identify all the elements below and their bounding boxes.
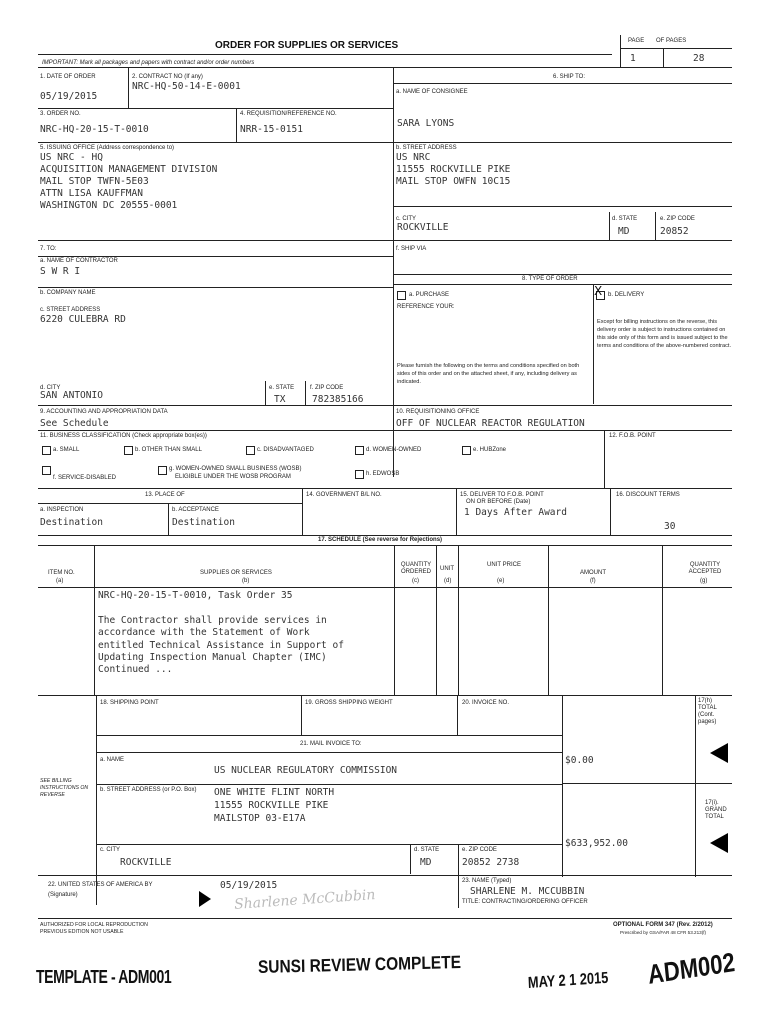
other-than-small-checkbox[interactable] [124, 446, 133, 455]
on-or-before-label: ON OR BEFORE (Date) [466, 499, 531, 505]
mail-name-value: US NUCLEAR REGULATORY COMMISSION [214, 765, 398, 776]
unit-price-header: UNIT PRICE [487, 562, 521, 568]
unit-sub: (d) [444, 578, 452, 584]
ship-street-value: US NRC 11555 ROCKVILLE PIKE MAIL STOP OWFN 10C15 [396, 152, 511, 187]
prescribed-label: Prescribed by GSA/FAR 48 CFR 53.213(f) [620, 930, 707, 935]
amount-sub: (f) [590, 578, 596, 584]
qty-ordered-header: QUANTITY ORDERED [400, 562, 432, 575]
of-pages-label: OF PAGES [656, 38, 687, 44]
contractor-street-label: c. STREET ADDRESS [40, 307, 101, 313]
type-of-order-label: 8. TYPE OF ORDER [522, 276, 578, 282]
delivery-label: b. DELIVERY [608, 292, 645, 298]
requisitioning-office-label: 10. REQUISITIONING OFFICE [396, 409, 480, 415]
supplies-header: SUPPLIES OR SERVICES [200, 570, 272, 576]
to-label: 7. TO: [40, 246, 57, 252]
contractor-zip-label: f. ZIP CODE [310, 385, 344, 391]
date-stamp: MAY 2 1 2015 [527, 969, 609, 992]
govt-bl-label: 14. GOVERNMENT B/L NO. [306, 492, 382, 498]
inspection-label: a. INSPECTION [40, 507, 84, 513]
purchase-checkbox[interactable] [397, 291, 406, 300]
contractor-name-value: S W R I [40, 266, 81, 277]
disadvantaged-label: c. DISADVANTAGED [257, 447, 314, 453]
small-checkbox[interactable] [42, 446, 51, 455]
fob-point-label: 12. F.O.B. POINT [609, 433, 656, 439]
women-owned-checkbox[interactable] [355, 446, 364, 455]
supplies-sub: (b) [242, 578, 250, 584]
requisition-no-value: NRR-15-0151 [240, 124, 303, 135]
date-of-order-value: 05/19/2015 [40, 91, 98, 102]
shipping-point-label: 18. SHIPPING POINT [100, 700, 159, 706]
qty-accepted-header: QUANTITY ACCEPTED [688, 562, 722, 575]
grand-total-arrow-icon [708, 832, 730, 854]
consignee-value: SARA LYONS [397, 118, 455, 129]
mail-name-label: a. NAME [100, 757, 125, 763]
contractor-name-label: a. NAME OF CONTRACTOR [40, 258, 118, 264]
deliver-fob-label: 15. DELIVER TO F.O.B. POINT [460, 492, 544, 498]
disadvantaged-checkbox[interactable] [246, 446, 255, 455]
service-disabled-label: f. SERVICE-DISABLED [53, 475, 116, 481]
women-owned-label: d. WOMEN-OWNED [366, 447, 422, 453]
mail-invoice-label: 21. MAIL INVOICE TO: [300, 741, 362, 747]
amount-header: AMOUNT [580, 570, 606, 576]
delivery-terms-text: Except for billing instructions on the reverse, this delivery order is subject to instructions contained on this side only of this form and is issued subject to the terms and conditions of the above-numbered contract. [597, 319, 732, 349]
form-title: ORDER FOR SUPPLIES OR SERVICES [215, 40, 399, 51]
small-label: a. SMALL [53, 447, 80, 453]
contractor-zip-value: 782385166 [312, 394, 364, 405]
contract-no-label: 2. CONTRACT NO (If any) [132, 74, 203, 80]
adm-stamp: ADM002 [646, 947, 737, 990]
contractor-state-label: e. STATE [269, 385, 295, 391]
service-disabled-checkbox[interactable] [42, 466, 51, 475]
ship-city-label: c. CITY [396, 216, 417, 222]
accounting-value: See Schedule [40, 418, 109, 429]
mail-street-label: b. STREET ADDRESS (or P.O. Box) [100, 787, 197, 793]
business-classification-label: 11. BUSINESS CLASSIFICATION (Check appropriate box(es)) [40, 433, 207, 439]
mail-zip-value: 20852 2738 [462, 857, 520, 868]
item-no-sub: (a) [56, 578, 64, 584]
issuing-office-label: 5. ISSUING OFFICE (Address correspondence to) [40, 145, 175, 151]
wosb-label: g. WOMEN-OWNED SMALL BUSINESS (WOSB) [169, 466, 302, 472]
item-no-header: ITEM NO. [48, 570, 75, 576]
ship-state-value: MD [618, 226, 630, 237]
ship-state-label: d. STATE [612, 216, 638, 222]
hubzone-label: e. HUBZone [473, 447, 507, 453]
schedule-label: 17. SCHEDULE (See reverse for Rejections) [318, 537, 443, 543]
mail-street-value: ONE WHITE FLINT NORTH 11555 ROCKVILLE PIKE MAILSTOP 03-E17A [214, 787, 335, 824]
discount-terms-label: 16. DISCOUNT TERMS [616, 492, 680, 498]
contractor-city-value: SAN ANTONIO [40, 390, 103, 401]
contract-no-value: NRC-HQ-50-14-E-0001 [132, 81, 241, 92]
place-of-label: 13. PLACE OF [145, 492, 185, 498]
authorized-label: AUTHORIZED FOR LOCAL REPRODUCTION [40, 922, 148, 928]
ship-city-value: ROCKVILLE [397, 222, 449, 233]
acceptance-value: Destination [172, 517, 235, 528]
see-billing-label: SEE BILLING INSTRUCTIONS ON REVERSE [40, 778, 89, 798]
ship-to-label: 6. SHIP TO: [553, 74, 586, 80]
mail-city-label: c. CITY [100, 847, 121, 853]
grand-total-label: 17(i). GRAND TOTAL [705, 800, 727, 820]
qty-accepted-sub: (g) [700, 578, 708, 584]
requisitioning-office-value: OFF OF NUCLEAR REACTOR REGULATION [396, 418, 585, 429]
discount-days-value: 30 [664, 521, 676, 532]
total-pages: 28 [693, 53, 705, 64]
edwosb-checkbox[interactable] [355, 470, 364, 479]
usa-label: 22. UNITED STATES OF AMERICA BY (Signature) [48, 882, 153, 898]
company-name-label: b. COMPANY NAME [40, 290, 96, 296]
total-17h-label: 17(h) TOTAL (Cont. pages) [698, 698, 717, 725]
ship-zip-value: 20852 [660, 226, 689, 237]
name-typed-value: SHARLENE M. MCCUBBIN [470, 886, 585, 897]
order-no-value: NRC-HQ-20-15-T-0010 [40, 124, 149, 135]
acceptance-label: b. ACCEPTANCE [172, 507, 219, 513]
purchase-terms-text: Please furnish the following on the terms and conditions specified on both sides of this order and on the attached sheet, if any, including delivery as indicated. [397, 363, 580, 385]
signature-date-value: 05/19/2015 [220, 880, 278, 891]
unit-header: UNIT [440, 566, 454, 572]
requisition-no-label: 4. REQUISITION/REFERENCE NO. [240, 111, 337, 117]
total-arrow-icon [708, 742, 730, 764]
reference-your-label: REFERENCE YOUR: [397, 304, 455, 310]
accounting-label: 9. ACCOUNTING AND APPROPRIATION DATA [40, 409, 168, 415]
mail-zip-label: e. ZIP CODE [462, 847, 497, 853]
sunsi-stamp: SUNSI REVIEW COMPLETE [257, 952, 462, 977]
date-of-order-label: 1. DATE OF ORDER [40, 74, 96, 80]
qty-ordered-sub: (c) [412, 578, 419, 584]
schedule-text: NRC-HQ-20-15-T-0010, Task Order 35 The Contractor shall provide services in accordance with the Statement of Work entitled Technical Assistance in Support of Updating Inspection Manual Chapter (IMC) Continued ... [98, 590, 344, 676]
grand-total-value: $633,952.00 [565, 838, 628, 849]
contractor-state-value: TX [274, 394, 286, 405]
issuing-office-value: US NRC - HQ ACQUISITION MANAGEMENT DIVISION MAIL STOP TWFN-5E03 ATTN LISA KAUFFMAN WASHINGTON DC 20555-0001 [40, 152, 218, 211]
ship-street-label: b. STREET ADDRESS [396, 145, 457, 151]
hubzone-checkbox[interactable] [462, 446, 471, 455]
other-than-small-label: b. OTHER THAN SMALL [135, 447, 202, 453]
order-no-label: 3. ORDER NO. [40, 111, 81, 117]
name-typed-label: 23. NAME (Typed) [462, 878, 512, 884]
ship-zip-label: e. ZIP CODE [660, 216, 695, 222]
ship-via-label: f. SHIP VIA [396, 246, 427, 252]
mail-state-label: d. STATE [414, 847, 440, 853]
page-number: 1 [630, 53, 636, 64]
template-stamp: TEMPLATE - ADM001 [36, 967, 172, 987]
wosb-checkbox[interactable] [158, 466, 167, 475]
contractor-street-value: 6220 CULEBRA RD [40, 314, 126, 325]
deliver-days-value: 1 Days After Award [464, 507, 567, 518]
total-cont-value: $0.00 [565, 755, 594, 766]
inspection-value: Destination [40, 517, 103, 528]
purchase-label: a. PURCHASE [409, 292, 450, 298]
signature-pointer-icon [198, 890, 212, 908]
unit-price-sub: (e) [497, 578, 505, 584]
invoice-no-label: 20. INVOICE NO. [462, 700, 510, 706]
signature: Sharlene McCubbin [233, 887, 376, 913]
important-note: IMPORTANT: Mark all packages and papers with contract and/or order numbers [42, 60, 255, 66]
delivery-check-mark: X [594, 284, 603, 298]
previous-edition-label: PREVIOUS EDITION NOT USABLE [40, 929, 124, 935]
optional-form-label: OPTIONAL FORM 347 (Rev. 2/2012) [613, 922, 713, 928]
mail-city-value: ROCKVILLE [120, 857, 172, 868]
wosb-label-2: ELIGIBLE UNDER THE WOSB PROGRAM [175, 474, 291, 480]
gross-weight-label: 19. GROSS SHIPPING WEIGHT [305, 700, 393, 706]
contractor-city-label: d. CITY [40, 385, 61, 391]
consignee-label: a. NAME OF CONSIGNEE [396, 89, 468, 95]
page-label: PAGE [628, 38, 645, 44]
edwosb-label: h. EDWOSB [366, 471, 400, 477]
mail-state-value: MD [420, 857, 432, 868]
title-line: TITLE: CONTRACTING/ORDERING OFFICER [462, 899, 588, 905]
